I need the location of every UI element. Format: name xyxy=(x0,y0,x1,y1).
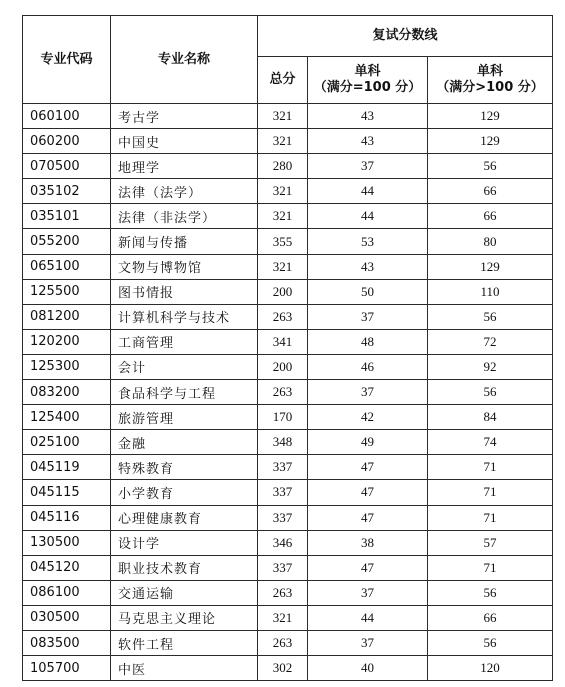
single-100-score-cell: 47 xyxy=(308,480,428,505)
total-score-cell: 337 xyxy=(258,455,308,480)
table-row xyxy=(23,430,553,455)
table-row xyxy=(23,279,553,304)
single-over-100-score-cell: 56 xyxy=(428,580,553,605)
major-code-cell: 125500 xyxy=(23,279,111,304)
single-100-score-cell: 37 xyxy=(308,380,428,405)
total-score-cell: 263 xyxy=(258,380,308,405)
major-name-cell: 特殊教育 xyxy=(111,455,258,480)
single-over-100-score-cell: 56 xyxy=(428,630,553,655)
single-over-100-score-cell: 129 xyxy=(428,129,553,154)
major-code-cell: 086100 xyxy=(23,580,111,605)
table-row xyxy=(23,656,553,681)
total-score-cell: 321 xyxy=(258,204,308,229)
table-row xyxy=(23,480,553,505)
total-score-cell: 170 xyxy=(258,405,308,430)
table-row xyxy=(23,605,553,630)
major-code-cell: 083200 xyxy=(23,380,111,405)
total-score-cell: 263 xyxy=(258,304,308,329)
major-name-cell: 法律（法学） xyxy=(111,179,258,204)
single-100-score-cell: 47 xyxy=(308,555,428,580)
total-score-cell: 321 xyxy=(258,179,308,204)
header-single-over-line2: （满分>100 分） xyxy=(436,80,544,95)
table-row xyxy=(23,380,553,405)
table-row xyxy=(23,505,553,530)
single-100-score-cell: 43 xyxy=(308,254,428,279)
single-100-score-cell: 37 xyxy=(308,154,428,179)
major-name-cell: 新闻与传播 xyxy=(111,229,258,254)
major-name-cell: 旅游管理 xyxy=(111,405,258,430)
single-over-100-score-cell: 56 xyxy=(428,380,553,405)
major-name-cell: 工商管理 xyxy=(111,329,258,354)
total-score-cell: 348 xyxy=(258,430,308,455)
single-100-score-cell: 44 xyxy=(308,605,428,630)
major-code-cell: 120200 xyxy=(23,329,111,354)
single-over-100-score-cell: 74 xyxy=(428,430,553,455)
total-score-cell: 263 xyxy=(258,630,308,655)
total-score-cell: 337 xyxy=(258,555,308,580)
header-code: 专业代码 xyxy=(23,16,111,104)
table-row xyxy=(23,455,553,480)
major-code-cell: 045115 xyxy=(23,480,111,505)
single-over-100-score-cell: 71 xyxy=(428,505,553,530)
single-100-score-cell: 44 xyxy=(308,179,428,204)
major-name-cell: 小学教育 xyxy=(111,480,258,505)
retest-score-table xyxy=(22,15,553,681)
single-over-100-score-cell: 56 xyxy=(428,304,553,329)
single-over-100-score-cell: 71 xyxy=(428,455,553,480)
header-row-1 xyxy=(23,16,553,57)
total-score-cell: 200 xyxy=(258,354,308,379)
major-name-cell: 职业技术教育 xyxy=(111,555,258,580)
single-over-100-score-cell: 66 xyxy=(428,179,553,204)
header-total: 总分 xyxy=(258,57,308,104)
major-name-cell: 图书情报 xyxy=(111,279,258,304)
single-over-100-score-cell: 66 xyxy=(428,204,553,229)
single-100-score-cell: 47 xyxy=(308,505,428,530)
table-row xyxy=(23,154,553,179)
table-row xyxy=(23,580,553,605)
table-row xyxy=(23,204,553,229)
major-name-cell: 文物与博物馆 xyxy=(111,254,258,279)
major-name-cell: 会计 xyxy=(111,354,258,379)
table-row xyxy=(23,104,553,129)
single-100-score-cell: 38 xyxy=(308,530,428,555)
major-code-cell: 060200 xyxy=(23,129,111,154)
total-score-cell: 200 xyxy=(258,279,308,304)
table-row xyxy=(23,354,553,379)
table-row xyxy=(23,129,553,154)
major-code-cell: 045119 xyxy=(23,455,111,480)
table-row xyxy=(23,405,553,430)
single-100-score-cell: 37 xyxy=(308,304,428,329)
major-code-cell: 070500 xyxy=(23,154,111,179)
table-row xyxy=(23,555,553,580)
single-100-score-cell: 42 xyxy=(308,405,428,430)
table-row xyxy=(23,179,553,204)
major-code-cell: 083500 xyxy=(23,630,111,655)
total-score-cell: 321 xyxy=(258,254,308,279)
major-name-cell: 交通运输 xyxy=(111,580,258,605)
total-score-cell: 346 xyxy=(258,530,308,555)
table-row xyxy=(23,304,553,329)
major-code-cell: 081200 xyxy=(23,304,111,329)
major-name-cell: 金融 xyxy=(111,430,258,455)
single-100-score-cell: 48 xyxy=(308,329,428,354)
single-over-100-score-cell: 80 xyxy=(428,229,553,254)
single-100-score-cell: 46 xyxy=(308,354,428,379)
major-code-cell: 045120 xyxy=(23,555,111,580)
major-code-cell: 125400 xyxy=(23,405,111,430)
header-single-100-line2: （满分=100 分） xyxy=(313,80,422,95)
major-name-cell: 地理学 xyxy=(111,154,258,179)
single-over-100-score-cell: 120 xyxy=(428,656,553,681)
major-name-cell: 马克思主义理论 xyxy=(111,605,258,630)
major-code-cell: 030500 xyxy=(23,605,111,630)
table-row xyxy=(23,329,553,354)
major-name-cell: 心理健康教育 xyxy=(111,505,258,530)
single-100-score-cell: 43 xyxy=(308,129,428,154)
total-score-cell: 280 xyxy=(258,154,308,179)
single-100-score-cell: 40 xyxy=(308,656,428,681)
major-code-cell: 060100 xyxy=(23,104,111,129)
total-score-cell: 341 xyxy=(258,329,308,354)
table-body xyxy=(23,104,553,681)
single-100-score-cell: 53 xyxy=(308,229,428,254)
major-name-cell: 食品科学与工程 xyxy=(111,380,258,405)
major-name-cell: 软件工程 xyxy=(111,630,258,655)
single-over-100-score-cell: 66 xyxy=(428,605,553,630)
single-over-100-score-cell: 129 xyxy=(428,254,553,279)
total-score-cell: 337 xyxy=(258,505,308,530)
major-code-cell: 025100 xyxy=(23,430,111,455)
total-score-cell: 302 xyxy=(258,656,308,681)
single-over-100-score-cell: 57 xyxy=(428,530,553,555)
major-name-cell: 设计学 xyxy=(111,530,258,555)
header-single-over-line1: 单科 xyxy=(477,64,504,79)
major-code-cell: 125300 xyxy=(23,354,111,379)
major-name-cell: 法律（非法学） xyxy=(111,204,258,229)
header-single-over xyxy=(428,57,553,104)
major-code-cell: 035101 xyxy=(23,204,111,229)
single-over-100-score-cell: 92 xyxy=(428,354,553,379)
header-group: 复试分数线 xyxy=(258,16,553,57)
total-score-cell: 321 xyxy=(258,104,308,129)
total-score-cell: 337 xyxy=(258,480,308,505)
single-over-100-score-cell: 84 xyxy=(428,405,553,430)
table-row xyxy=(23,254,553,279)
major-code-cell: 105700 xyxy=(23,656,111,681)
single-over-100-score-cell: 56 xyxy=(428,154,553,179)
single-100-score-cell: 49 xyxy=(308,430,428,455)
single-over-100-score-cell: 71 xyxy=(428,555,553,580)
major-code-cell: 055200 xyxy=(23,229,111,254)
header-name: 专业名称 xyxy=(111,16,258,104)
total-score-cell: 321 xyxy=(258,129,308,154)
table-row xyxy=(23,229,553,254)
single-over-100-score-cell: 71 xyxy=(428,480,553,505)
total-score-cell: 355 xyxy=(258,229,308,254)
single-100-score-cell: 37 xyxy=(308,580,428,605)
single-over-100-score-cell: 72 xyxy=(428,329,553,354)
major-name-cell: 计算机科学与技术 xyxy=(111,304,258,329)
major-code-cell: 065100 xyxy=(23,254,111,279)
major-name-cell: 考古学 xyxy=(111,104,258,129)
total-score-cell: 321 xyxy=(258,605,308,630)
major-name-cell: 中医 xyxy=(111,656,258,681)
major-code-cell: 035102 xyxy=(23,179,111,204)
major-name-cell: 中国史 xyxy=(111,129,258,154)
single-100-score-cell: 50 xyxy=(308,279,428,304)
total-score-cell: 263 xyxy=(258,580,308,605)
single-100-score-cell: 44 xyxy=(308,204,428,229)
table-row xyxy=(23,630,553,655)
major-code-cell: 130500 xyxy=(23,530,111,555)
header-single-100 xyxy=(308,57,428,104)
single-over-100-score-cell: 110 xyxy=(428,279,553,304)
major-code-cell: 045116 xyxy=(23,505,111,530)
score-table-container xyxy=(22,15,553,681)
table-row xyxy=(23,530,553,555)
single-100-score-cell: 37 xyxy=(308,630,428,655)
single-over-100-score-cell: 129 xyxy=(428,104,553,129)
single-100-score-cell: 43 xyxy=(308,104,428,129)
header-single-100-line1: 单科 xyxy=(354,64,381,79)
single-100-score-cell: 47 xyxy=(308,455,428,480)
